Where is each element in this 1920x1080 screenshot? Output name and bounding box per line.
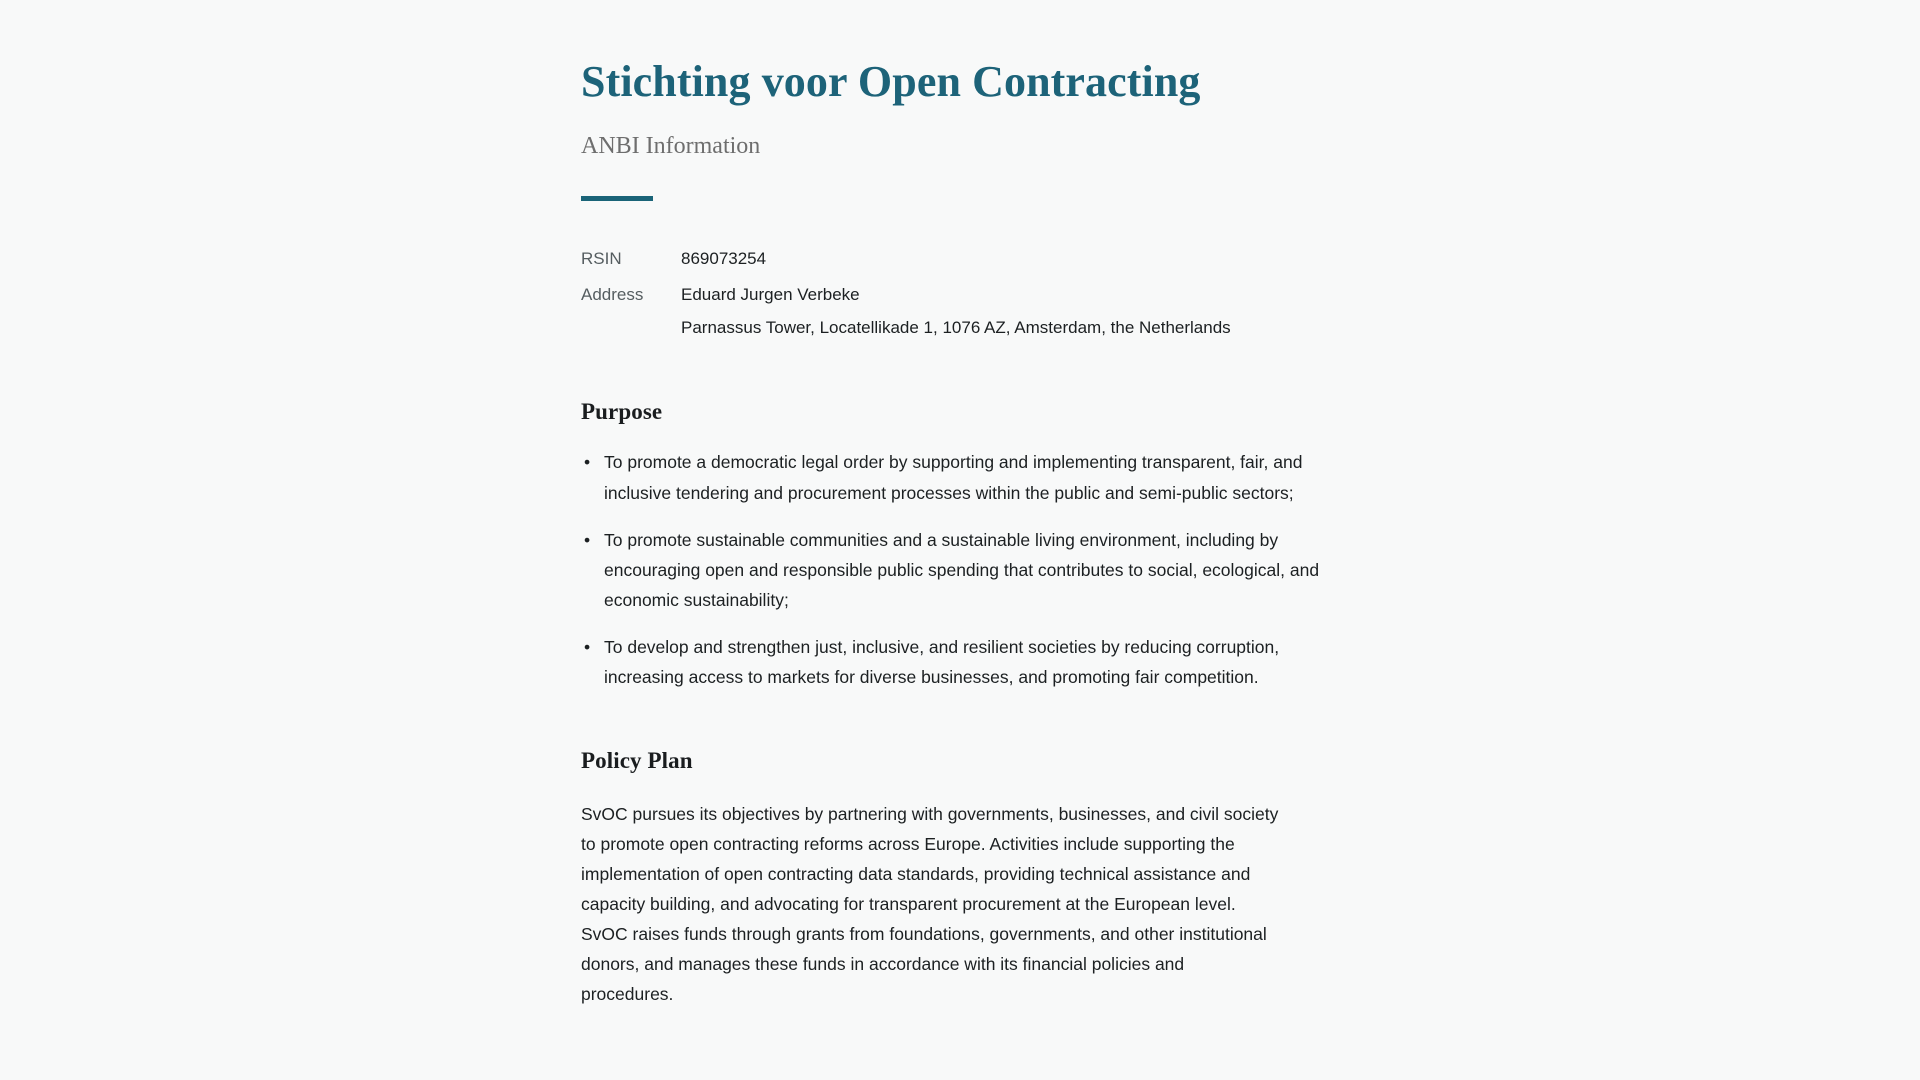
bullet-icon: • xyxy=(584,452,591,473)
list-item xyxy=(581,447,1341,507)
policy-plan-heading: Policy Plan xyxy=(581,748,693,774)
rsin-value: 869073254 xyxy=(681,248,767,268)
address-value xyxy=(681,281,1231,350)
list-item-text: To promote sustainable communities and a sustainable living environment, including by encouraging open and responsible public spending that contributes to social, ecological, and economic sustainability; xyxy=(604,529,1320,610)
purpose-section xyxy=(581,398,1341,692)
list-item-text: To promote a democratic legal order by supporting and implementing transparent, fair, and inclusive tendering and procurement processes within the public and semi-public sectors; xyxy=(604,452,1303,503)
page-subtitle: ANBI Information xyxy=(581,132,761,159)
table-row xyxy=(581,281,1231,350)
organization-details-table xyxy=(581,245,1231,350)
address-name-line: Eduard Jurgen Verbeke xyxy=(681,284,860,304)
page-title: Stichting voor Open Contracting xyxy=(581,57,1201,106)
purpose-list xyxy=(581,447,1341,692)
content-column xyxy=(581,0,1341,1009)
list-item xyxy=(581,525,1341,615)
accent-divider xyxy=(581,196,653,201)
policy-plan-section xyxy=(581,747,1341,1009)
address-label: Address xyxy=(581,284,644,304)
rsin-label: RSIN xyxy=(581,248,622,268)
list-item-text: To develop and strengthen just, inclusive, and resilient societies by reducing corruption, increasing access to markets for diverse businesses, and promoting fair competition. xyxy=(604,636,1280,687)
policy-plan-paragraph: SvOC pursues its objectives by partnering with governments, businesses, and civil society to promote open contracting reforms across Europe. Activities include supporting the implementation of open contracting data standards, providing technical assistance and capacity building, and advocating for transparent procurement at the European level. SvOC raises funds through grants from foundations, governments, and other institutional donors, and manages these funds in accordance with its financial policies and procedures. xyxy=(581,803,1279,1005)
address-street-line: Parnassus Tower, Locatellikade 1, 1076 AZ, Amsterdam, the Netherlands xyxy=(681,317,1231,337)
bullet-icon: • xyxy=(584,529,591,550)
table-row xyxy=(581,245,1231,281)
list-item xyxy=(581,632,1341,692)
purpose-heading: Purpose xyxy=(581,398,663,424)
bullet-icon: • xyxy=(584,636,591,657)
